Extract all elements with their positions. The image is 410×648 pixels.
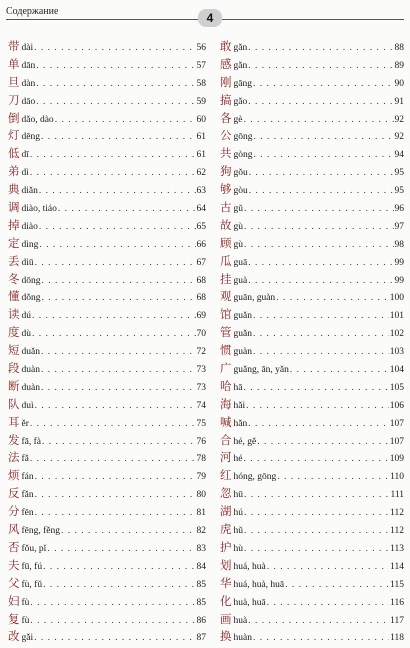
entry-hanzi: 掉 (8, 217, 20, 232)
entry-pinyin: gǎn (233, 43, 248, 53)
entry-pinyin: guǎn (233, 329, 252, 340)
index-entry (220, 485, 404, 503)
entry-hanzi: 够 (220, 182, 232, 197)
entry-pinyin: gòu (233, 186, 248, 197)
index-entry (220, 611, 404, 629)
entry-page-number: 99 (394, 275, 404, 286)
entry-hanzi: 华 (220, 575, 232, 590)
entry-hanzi: 湖 (220, 504, 232, 519)
index-entry (8, 628, 206, 646)
entry-pinyin: gǒu (233, 168, 248, 179)
entry-pinyin: gè (233, 114, 243, 125)
entry-pinyin: hé, gě (233, 436, 257, 447)
entry-hanzi: 换 (220, 629, 232, 644)
entry-hanzi: 忽 (220, 486, 232, 501)
index-entry (8, 378, 206, 396)
entry-page-number: 80 (196, 490, 206, 501)
entry-hanzi: 瓜 (220, 253, 232, 268)
entry-hanzi: 河 (220, 450, 232, 465)
index-entry (8, 110, 206, 128)
entry-page-number: 117 (390, 615, 404, 626)
entry-hanzi: 喊 (220, 414, 232, 429)
entry-page-number: 85 (196, 579, 206, 590)
entry-page-number: 75 (196, 418, 206, 429)
entry-pinyin: gǎo (233, 96, 248, 107)
entry-pinyin: gǔ (233, 204, 243, 215)
index-entry (8, 92, 206, 110)
entry-pinyin: dài (21, 43, 34, 53)
entry-page-number: 65 (196, 221, 206, 232)
entry-page-number: 64 (196, 204, 206, 215)
index-entry (8, 539, 206, 557)
index-entry (220, 74, 404, 92)
entry-pinyin: dú (21, 311, 31, 322)
index-entry (8, 449, 206, 467)
entry-page-number: 58 (196, 78, 206, 89)
entry-hanzi: 惯 (220, 343, 232, 358)
entry-pinyin: fù (21, 615, 30, 626)
entry-page-number: 81 (196, 508, 206, 519)
header-rule-left (6, 19, 198, 20)
entry-hanzi: 带 (8, 39, 20, 53)
section-title: Содержание (6, 6, 59, 17)
entry-page-number: 62 (196, 168, 206, 179)
entry-page-number: 82 (196, 526, 206, 537)
entry-hanzi: 倒 (8, 110, 20, 125)
entry-pinyin: diǎn (21, 186, 38, 197)
dot-leader (253, 630, 389, 648)
entry-page-number: 78 (196, 454, 206, 465)
entry-pinyin: dìng (21, 239, 39, 250)
entry-page-number: 79 (196, 472, 206, 483)
entry-page-number: 98 (394, 239, 404, 250)
entry-hanzi: 调 (8, 200, 20, 215)
entry-hanzi: 馆 (220, 307, 232, 322)
entry-page-number: 110 (390, 472, 404, 483)
index-entry (8, 611, 206, 629)
index-entry (220, 467, 404, 485)
entry-page-number: 86 (196, 615, 206, 626)
index-entry (220, 396, 404, 414)
entry-hanzi: 短 (8, 343, 20, 358)
entry-pinyin: dī (21, 150, 29, 161)
entry-pinyin: duàn (21, 365, 40, 376)
entry-pinyin: dì (21, 168, 29, 179)
entry-page-number: 107 (389, 436, 404, 447)
entry-hanzi: 划 (220, 557, 232, 572)
entry-pinyin: duàn (21, 382, 40, 393)
entry-page-number: 56 (196, 43, 206, 53)
entry-page-number: 112 (390, 526, 404, 537)
index-entry (220, 342, 404, 360)
index-entry (220, 503, 404, 521)
index-entry (220, 145, 404, 163)
entry-page-number: 92 (394, 114, 404, 125)
entry-page-number: 73 (196, 382, 206, 393)
index-entry (220, 199, 404, 217)
entry-pinyin: fēng, fěng (21, 526, 61, 537)
entry-page-number: 102 (389, 329, 404, 340)
entry-hanzi: 哈 (220, 378, 232, 393)
entry-page-number: 87 (196, 633, 206, 644)
entry-page-number: 104 (389, 365, 404, 376)
entry-pinyin: huá, huà (233, 561, 266, 572)
entry-pinyin: hā (233, 382, 243, 393)
entry-page-number: 94 (394, 150, 404, 161)
entry-page-number: 92 (394, 132, 404, 143)
entry-page-number: 72 (196, 347, 206, 358)
entry-hanzi: 公 (220, 128, 232, 143)
index-entry (220, 163, 404, 181)
entry-hanzi: 弟 (8, 164, 20, 179)
entry-page-number: 100 (389, 293, 404, 304)
entry-hanzi: 广 (220, 361, 232, 376)
entry-pinyin: huà (233, 615, 248, 626)
entry-hanzi: 灯 (8, 128, 20, 143)
entry-hanzi: 度 (8, 325, 20, 340)
entry-hanzi: 典 (8, 182, 20, 197)
index-entry (220, 575, 404, 593)
entry-page-number: 57 (196, 60, 206, 71)
entry-page-number: 95 (394, 186, 404, 197)
entry-page-number: 101 (389, 311, 404, 322)
index-entry (8, 306, 206, 324)
entry-hanzi: 古 (220, 200, 232, 215)
entry-pinyin: hǔ (233, 526, 243, 537)
entry-pinyin: duì (21, 400, 34, 411)
entry-hanzi: 断 (8, 378, 20, 393)
entry-pinyin: guàn (233, 347, 252, 358)
entry-page-number: 91 (394, 96, 404, 107)
entry-pinyin: fù (21, 597, 30, 608)
entry-pinyin: hū (233, 490, 243, 501)
entry-page-number: 83 (196, 543, 206, 554)
entry-pinyin: fēn (21, 508, 34, 519)
entry-page-number: 95 (394, 168, 404, 179)
entry-page-number: 76 (196, 436, 206, 447)
entry-page-number: 96 (394, 204, 404, 215)
entry-pinyin: hǎi (233, 400, 246, 411)
entry-page-number: 97 (394, 221, 404, 232)
entry-hanzi: 单 (8, 56, 20, 71)
entry-pinyin: dān (21, 60, 36, 71)
entry-pinyin: fù, fǔ (21, 579, 43, 590)
index-entry (8, 324, 206, 342)
entry-page-number: 70 (196, 329, 206, 340)
entry-pinyin: dāo (21, 96, 36, 107)
entry-pinyin: guǎn (233, 311, 252, 322)
entry-hanzi: 定 (8, 235, 20, 250)
index-entry (8, 74, 206, 92)
entry-page-number: 118 (390, 633, 404, 644)
index-entry (8, 127, 206, 145)
index-entry (220, 360, 404, 378)
index-entry (220, 181, 404, 199)
index-entry (8, 396, 206, 414)
index-entry (8, 181, 206, 199)
index-entry (8, 485, 206, 503)
entry-pinyin: huà, huā (233, 597, 266, 608)
index-entry (220, 271, 404, 289)
entry-page-number: 106 (389, 400, 404, 411)
entry-hanzi: 风 (8, 522, 20, 537)
index-entry (8, 217, 206, 235)
entry-pinyin: dǎo, dào (21, 114, 54, 125)
entry-hanzi: 故 (220, 217, 232, 232)
entry-pinyin: gāng (233, 78, 252, 89)
entry-hanzi: 各 (220, 110, 232, 125)
index-entry (8, 521, 206, 539)
entry-hanzi: 夫 (8, 557, 20, 572)
index-entry (220, 253, 404, 271)
entry-page-number: 69 (196, 311, 206, 322)
index-entry (8, 575, 206, 593)
entry-pinyin: dàn (21, 78, 36, 89)
entry-pinyin: duǎn (21, 347, 40, 358)
entry-pinyin: gǎi (21, 633, 34, 644)
entry-page-number: 115 (390, 579, 404, 590)
entry-pinyin: gòng (233, 150, 253, 161)
entry-pinyin: fǒu, pǐ (21, 543, 47, 554)
index-entry (220, 521, 404, 539)
entry-page-number: 61 (196, 132, 206, 143)
index-entry (8, 145, 206, 163)
entry-hanzi: 队 (8, 396, 20, 411)
entry-pinyin: fǎn (21, 490, 34, 501)
entry-page-number: 61 (196, 150, 206, 161)
entry-pinyin: huá, huà, huā (233, 579, 285, 590)
index-entry (8, 199, 206, 217)
index-entry (220, 56, 404, 74)
entry-page-number: 59 (196, 96, 206, 107)
index-entry (220, 288, 404, 306)
entry-pinyin: hù (233, 543, 243, 554)
index-entry (220, 235, 404, 253)
entry-page-number: 74 (196, 400, 206, 411)
index-entry (220, 449, 404, 467)
entry-page-number: 88 (394, 43, 404, 53)
entry-hanzi: 感 (220, 56, 232, 71)
entry-pinyin: dù (21, 329, 31, 340)
entry-pinyin: dēng (21, 132, 40, 143)
entry-pinyin: gù (233, 221, 243, 232)
header-rule-right (222, 19, 404, 20)
index-entry (8, 467, 206, 485)
entry-hanzi: 护 (220, 539, 232, 554)
entry-hanzi: 父 (8, 575, 20, 590)
entry-page-number: 116 (390, 597, 404, 608)
entry-hanzi: 共 (220, 146, 232, 161)
entry-page-number: 84 (196, 561, 206, 572)
entry-page-number: 111 (390, 490, 404, 501)
entry-pinyin: diào (21, 221, 38, 232)
entry-pinyin: hé (233, 454, 243, 465)
index-entry (8, 56, 206, 74)
entry-hanzi: 旦 (8, 74, 20, 89)
entry-page-number: 85 (196, 597, 206, 608)
index-entry (8, 432, 206, 450)
entry-hanzi: 搞 (220, 92, 232, 107)
index-entry (220, 306, 404, 324)
entry-pinyin: dōng (21, 275, 41, 286)
entry-page-number: 113 (390, 543, 404, 554)
entry-pinyin: ěr (21, 418, 29, 429)
entry-page-number: 68 (196, 275, 206, 286)
index-entry (220, 557, 404, 575)
index-entry (220, 38, 404, 56)
entry-hanzi: 分 (8, 504, 20, 519)
entry-hanzi: 合 (220, 432, 232, 447)
entry-page-number: 90 (394, 78, 404, 89)
index-entry (8, 163, 206, 181)
entry-hanzi: 敢 (220, 39, 232, 53)
index-entry (8, 503, 206, 521)
entry-pinyin: guǎng, ān, yǎn (233, 365, 289, 376)
entry-page-number: 103 (389, 347, 404, 358)
index-entry (8, 288, 206, 306)
entry-hanzi: 耳 (8, 414, 20, 429)
entry-page-number: 114 (390, 561, 404, 572)
index-entry (220, 92, 404, 110)
index-entry (220, 110, 404, 128)
entry-pinyin: hú (233, 508, 243, 519)
entry-hanzi: 改 (8, 629, 20, 644)
entry-pinyin: hóng, gōng (233, 472, 277, 483)
entry-pinyin: fán (21, 472, 34, 483)
entry-hanzi: 刀 (8, 92, 20, 107)
entry-pinyin: guān, guàn (233, 293, 276, 304)
entry-hanzi: 虎 (220, 522, 232, 537)
entry-pinyin: hǎn (233, 418, 248, 429)
index-entry (8, 360, 206, 378)
entry-hanzi: 懂 (8, 289, 20, 304)
entry-pinyin: diū (21, 257, 34, 268)
index-entry (220, 593, 404, 611)
entry-hanzi: 挂 (220, 271, 232, 286)
index-entry (220, 628, 404, 646)
entry-hanzi: 狗 (220, 164, 232, 179)
entry-page-number: 105 (389, 382, 404, 393)
entry-hanzi: 反 (8, 486, 20, 501)
index-entry (8, 414, 206, 432)
entry-page-number: 89 (394, 60, 404, 71)
entry-hanzi: 烦 (8, 468, 20, 483)
entry-pinyin: gōng (233, 132, 253, 143)
index-column-right (220, 38, 404, 646)
entry-hanzi: 观 (220, 289, 232, 304)
entry-pinyin: gù (233, 239, 243, 250)
entry-page-number: 66 (196, 239, 206, 250)
entry-pinyin: guā (233, 257, 248, 268)
entry-hanzi: 海 (220, 396, 232, 411)
entry-hanzi: 画 (220, 611, 232, 626)
entry-page-number: 60 (196, 114, 206, 125)
page-number-badge: 4 (198, 9, 222, 27)
entry-pinyin: guà (233, 275, 248, 286)
index-entry (220, 414, 404, 432)
index-entry (220, 217, 404, 235)
index-entry (8, 253, 206, 271)
entry-pinyin: fū, fú (21, 561, 43, 572)
entry-page-number: 112 (390, 508, 404, 519)
entry-page-number: 67 (196, 257, 206, 268)
entry-hanzi: 红 (220, 468, 232, 483)
entry-pinyin: dǒng (21, 293, 41, 304)
entry-hanzi: 低 (8, 146, 20, 161)
entry-hanzi: 化 (220, 593, 232, 608)
index-entry (8, 593, 206, 611)
entry-page-number: 109 (389, 454, 404, 465)
entry-page-number: 99 (394, 257, 404, 268)
entry-page-number: 63 (196, 186, 206, 197)
entry-hanzi: 段 (8, 361, 20, 376)
entry-pinyin: fǎ (21, 454, 29, 465)
index-column-left (8, 38, 206, 646)
entry-pinyin: fā, fà (21, 436, 42, 447)
index-entry (8, 235, 206, 253)
index-entry (8, 271, 206, 289)
page-header (0, 0, 410, 26)
index-entry (220, 432, 404, 450)
index-entry (220, 378, 404, 396)
entry-hanzi: 复 (8, 611, 20, 626)
entry-hanzi: 妇 (8, 593, 20, 608)
entry-hanzi: 刚 (220, 74, 232, 89)
index-entry (8, 557, 206, 575)
entry-hanzi: 管 (220, 325, 232, 340)
entry-pinyin: diào, tiáo (21, 204, 57, 215)
entry-pinyin: huàn (233, 633, 252, 644)
index-entry (8, 342, 206, 360)
entry-page-number: 68 (196, 293, 206, 304)
entry-hanzi: 否 (8, 539, 20, 554)
entry-hanzi: 读 (8, 307, 20, 322)
entry-hanzi: 丢 (8, 253, 20, 268)
entry-hanzi: 冬 (8, 271, 20, 286)
index-entry (220, 127, 404, 145)
dot-leader (34, 630, 195, 648)
entry-pinyin: gǎn (233, 60, 248, 71)
entry-hanzi: 发 (8, 432, 20, 447)
entry-page-number: 107 (389, 418, 404, 429)
entry-hanzi: 法 (8, 450, 20, 465)
entry-page-number: 73 (196, 365, 206, 376)
index-entry (220, 539, 404, 557)
index-entry (8, 38, 206, 56)
index-entry (220, 324, 404, 342)
entry-hanzi: 顾 (220, 235, 232, 250)
